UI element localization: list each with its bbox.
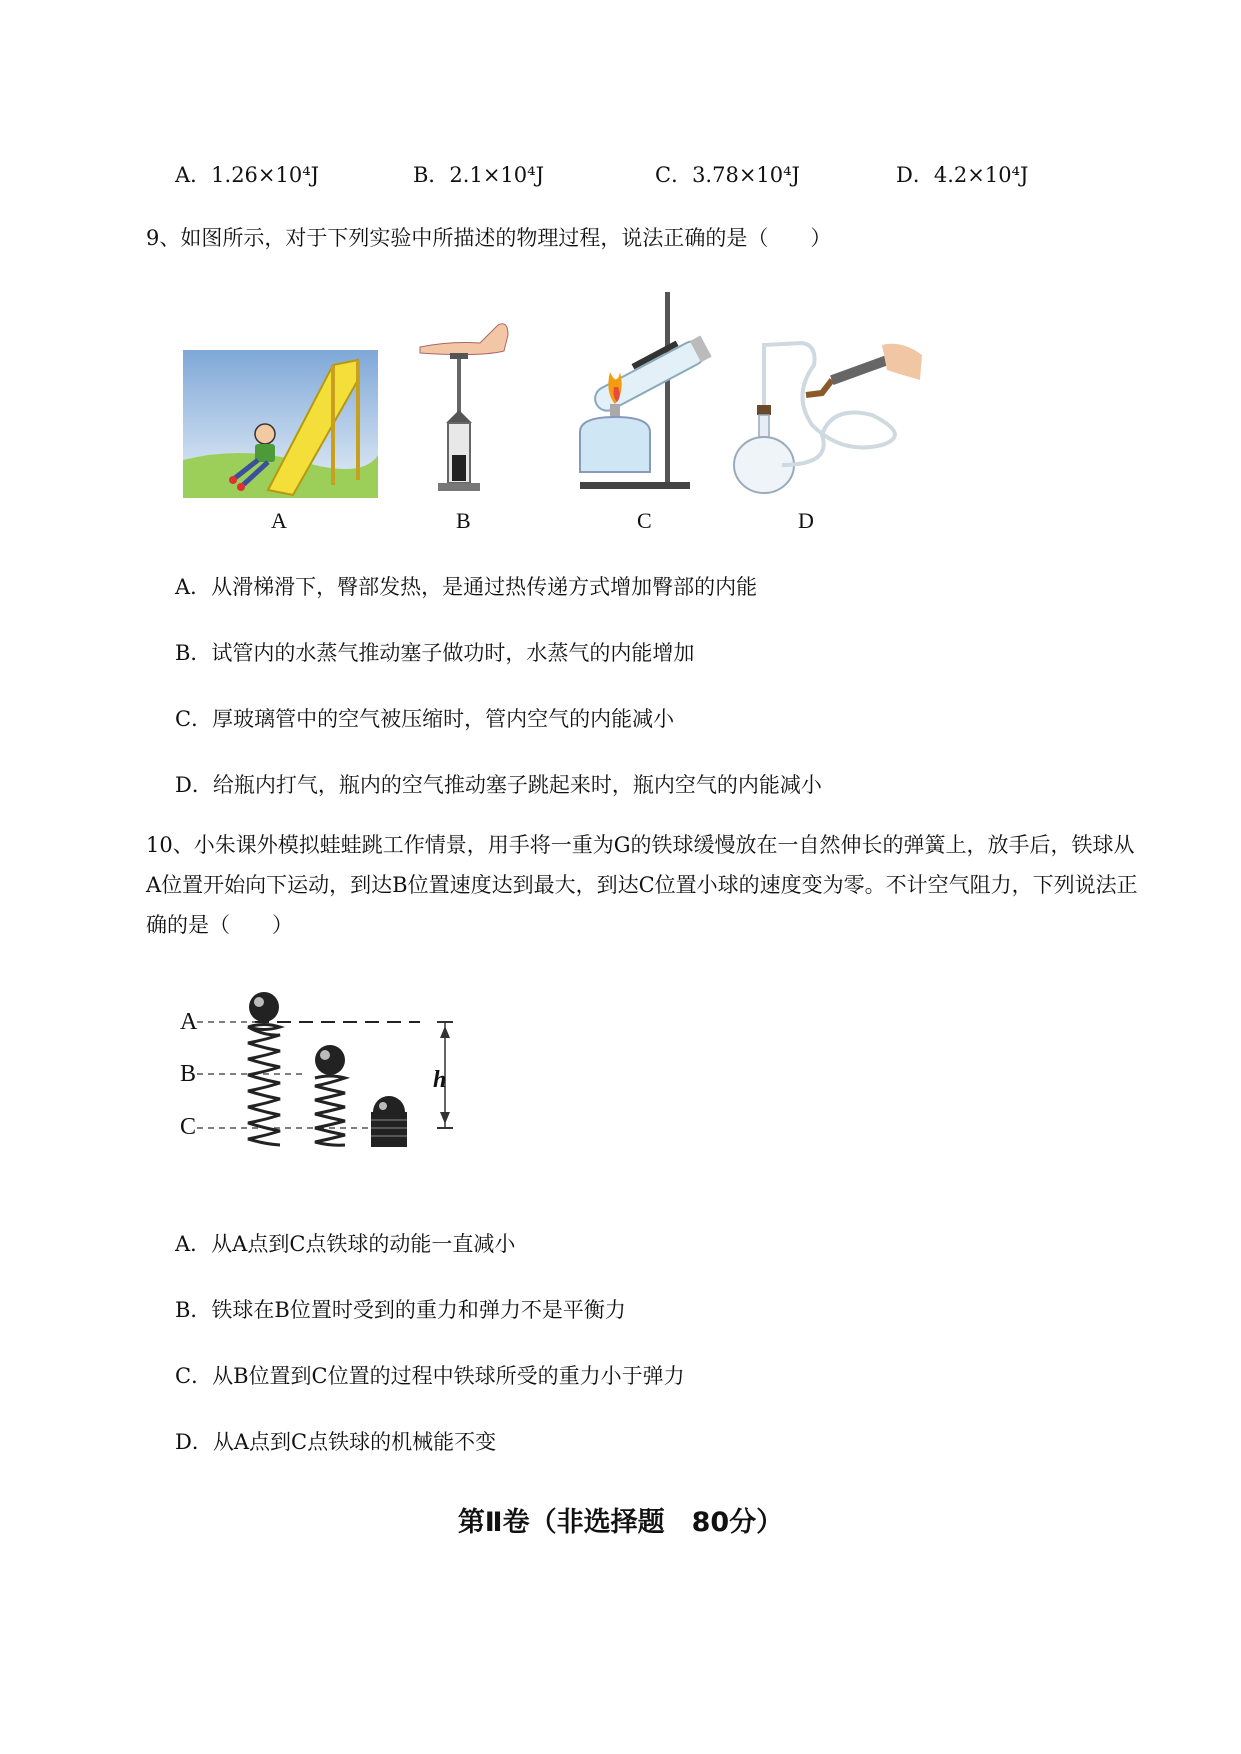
q10-figure-label-a: A [180,1009,198,1035]
q10-figure-label-b: B [180,1061,197,1087]
q9-option-c: C．厚玻璃管中的空气被压缩时，管内空气的内能减小 [175,707,675,731]
flask-pump-illustration [722,335,922,495]
q9-option-d: D．给瓶内打气，瓶内的空气推动塞子跳起来时，瓶内空气的内能减小 [175,773,822,797]
q10-option-b: B．铁球在B位置时受到的重力和弹力不是平衡力 [175,1298,626,1322]
q9-figure-label-d: D [798,508,814,533]
spring-ball-diagram [175,982,475,1182]
q9-stem: 9、如图所示，对于下列实验中所描述的物理过程，说法正确的是（ ） [146,226,832,250]
section-title: 第Ⅱ卷（非选择题 80分） [457,1507,784,1538]
slide-illustration [183,350,378,498]
q8-option-d: D．4.2×10⁴J [896,163,1029,187]
test-tube-heating-illustration [570,292,720,497]
q9-figure-label-b: B [456,508,471,533]
q9-figure-label-c: C [637,508,652,533]
q8-option-b: B．2.1×10⁴J [413,163,544,187]
q10-figure-label-h: h [433,1067,447,1093]
q10-figure-label-c: C [180,1114,197,1140]
q8-option-a: A．1.26×10⁴J [175,163,320,187]
compression-tube-illustration [420,305,515,500]
q10-stem: 10、小朱课外模拟蛙蛙跳工作情景，用手将一重为G的铁球缓慢放在一自然伸长的弹簧上，放手后，铁球从A位置开始向下运动，到达B位置速度达到最大，到达C位置小球的速度变为零。不计空气阻力，下列说法正确的是（ ） [146,833,1138,937]
q10-option-d: D．从A点到C点铁球的机械能不变 [175,1430,497,1454]
q9-figure-label-a: A [271,508,287,533]
q9-option-a: A．从滑梯滑下，臀部发热，是通过热传递方式增加臀部的内能 [175,575,758,599]
q9-option-b: B．试管内的水蒸气推动塞子做功时，水蒸气的内能增加 [175,641,695,665]
q10-option-a: A．从A点到C点铁球的动能一直减小 [175,1232,516,1256]
q10-option-c: C．从B位置到C位置的过程中铁球所受的重力小于弹力 [175,1364,685,1388]
q8-option-c: C．3.78×10⁴J [655,163,800,187]
